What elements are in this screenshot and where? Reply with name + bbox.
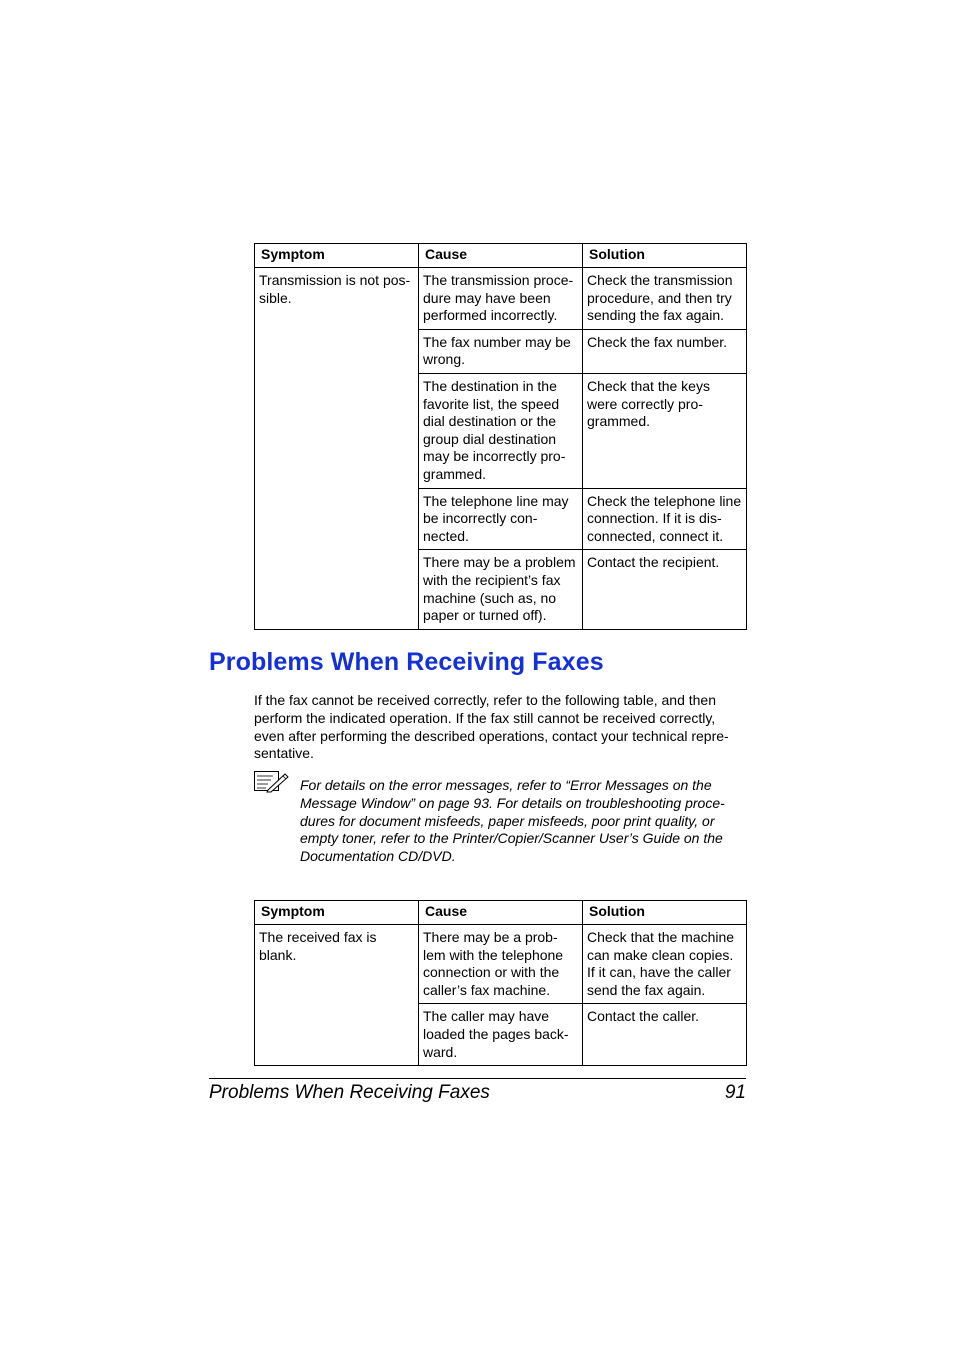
table-row [255, 925, 747, 1004]
solution-cell: Check that the keys were correctly pro- grammed. [583, 373, 747, 488]
symptom-cell: Transmission is not pos- sible. [255, 268, 419, 630]
cause-cell: The destination in the favorite list, the speed dial destination or the group dial destination may be incorrectly pro- grammed. [419, 373, 583, 488]
receiving-troubleshooting-table [254, 900, 747, 1066]
intro-paragraph: If the fax cannot be received correctly, refer to the following table, and then perform the indicated operation. If the fax still cannot be received correctly, even after performing the described operations, contact your technical repre- sentative. [254, 692, 729, 762]
header-solution: Solution [583, 244, 747, 268]
transmission-troubleshooting-table [254, 243, 747, 630]
cause-cell: The fax number may be wrong. [419, 329, 583, 373]
section-heading: Problems When Receiving Faxes [209, 648, 604, 676]
cause-cell: The transmission proce- dure may have been performed incorrectly. [419, 268, 583, 330]
header-solution: Solution [583, 901, 747, 925]
table-header-row [255, 901, 747, 925]
symptom-cell: The received fax is blank. [255, 925, 419, 1066]
header-symptom: Symptom [255, 244, 419, 268]
cause-cell: The telephone line may be incorrectly con- nected. [419, 488, 583, 550]
solution-cell: Check the telephone line connection. If it is dis- connected, connect it. [583, 488, 747, 550]
note-text: For details on the error messages, refer to “Error Messages on the Message Window” on page 93. For details on troubleshooting proce- dures for document misfeeds, paper misfeeds, poor print quality, or empty toner, refer to the Printer/Copier/Scanner User’s Guide on the Documentation CD/DVD. [300, 777, 725, 865]
table-header-row [255, 244, 747, 268]
footer-rule [209, 1078, 746, 1079]
cause-cell: There may be a prob- lem with the telephone connection or with the caller’s fax machine. [419, 925, 583, 1004]
header-symptom: Symptom [255, 901, 419, 925]
header-cause: Cause [419, 244, 583, 268]
solution-cell: Contact the recipient. [583, 550, 747, 629]
header-cause: Cause [419, 901, 583, 925]
solution-cell: Check the transmission procedure, and then try sending the fax again. [583, 268, 747, 330]
note-pencil-icon [254, 771, 290, 793]
footer-title: Problems When Receiving Faxes [209, 1082, 490, 1103]
solution-cell: Check the fax number. [583, 329, 747, 373]
cause-cell: The caller may have loaded the pages back- ward. [419, 1004, 583, 1066]
cause-cell: There may be a problem with the recipient’s fax machine (such as, no paper or turned off). [419, 550, 583, 629]
page-number: 91 [724, 1082, 746, 1103]
table-row [255, 268, 747, 330]
solution-cell: Contact the caller. [583, 1004, 747, 1066]
solution-cell: Check that the machine can make clean copies. If it can, have the caller send the fax again. [583, 925, 747, 1004]
